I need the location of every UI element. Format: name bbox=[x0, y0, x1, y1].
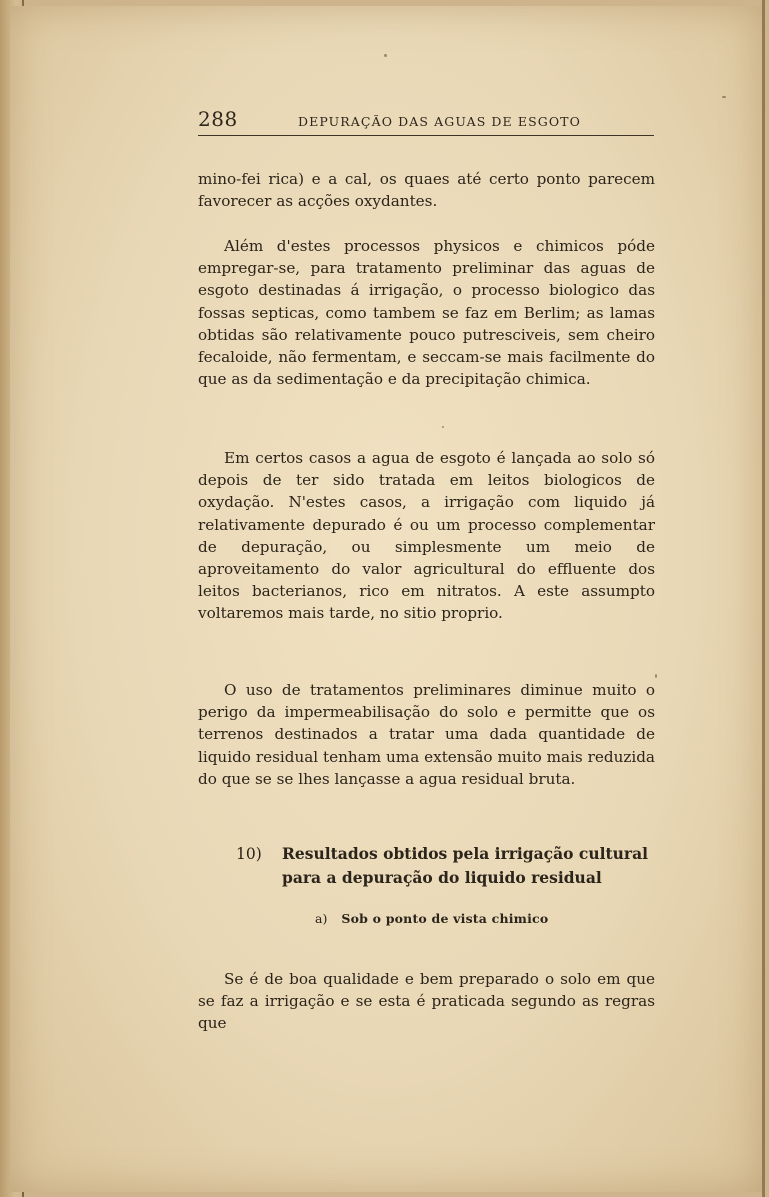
subsection-label: a) bbox=[315, 911, 328, 926]
section-heading bbox=[236, 842, 656, 889]
section-title-line1: Resultados obtidos pela irrigação cultural bbox=[282, 844, 649, 863]
subsection-title: Sob o ponto de vista chimico bbox=[341, 911, 549, 926]
section-number: 10) bbox=[236, 845, 262, 863]
paper-speck bbox=[384, 54, 387, 57]
paper-speck bbox=[442, 426, 444, 428]
paragraph-soil-quality: Se é de boa qualidade e bem preparado o solo em que se faz a irrigação e se esta é praticada segundo as regras que bbox=[198, 970, 655, 1033]
paragraph-continuation: mino-fei rica) e a cal, os quaes até certo ponto parecem favorecer as acções oxydantes. bbox=[198, 170, 655, 211]
section-title-line2: para a depuração do liquido residual bbox=[282, 868, 602, 887]
subsection-heading bbox=[315, 911, 548, 926]
running-header bbox=[198, 107, 654, 136]
paper-speck bbox=[655, 674, 657, 678]
paragraph-septic-tanks: Além d'estes processos physicos e chimicos póde empregar-se, para tratamento preliminar das aguas de esgoto destinadas á irrigação, o processo biologico das fossas septicas, como tambem se faz em Berlim; as lamas obtidas são relativamente pouco putresciveis, sem cheiro fecaloide, não fermentam, e seccam-se mais facilmente do que as da sedimentação e da precipitação chimica. bbox=[198, 237, 655, 389]
paper-speck bbox=[722, 96, 726, 98]
running-title: DEPURAÇÃO DAS AGUAS DE ESGOTO bbox=[298, 114, 581, 129]
paragraph-preliminary-treatment: O uso de tratamentos preliminares diminue muito o perigo da impermeabilisação do solo e permitte que os terrenos destinados a tratar uma dada quantidade de liquido residual tenham uma extensão muito mais reduzida do que se se lhes lançasse a agua residual bruta. bbox=[198, 681, 655, 788]
page-right-edge bbox=[762, 0, 765, 1197]
paragraph-biological-beds: Em certos casos a agua de esgoto é lançada ao solo só depois de ter sido tratada em leitos biologicos de oxydação. N'estes casos, a irrigação com liquido já relativamente depurado é ou um processo complementar de depuração, ou simplesmente um meio de aproveitamento do valor agricultural do effluente dos leitos bacterianos, rico em nitratos. A este assumpto voltaremos mais tarde, no sitio proprio. bbox=[198, 449, 655, 623]
page-number: 288 bbox=[198, 107, 238, 131]
